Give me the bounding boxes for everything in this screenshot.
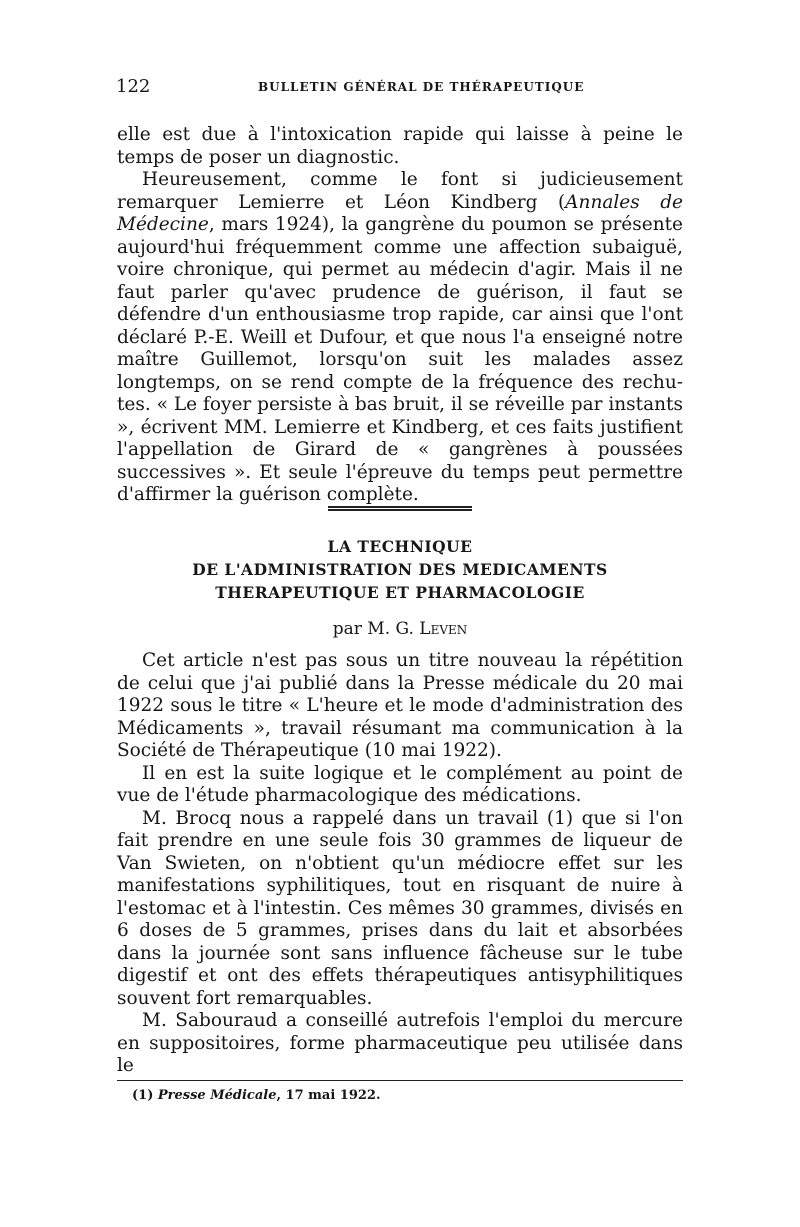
journal-citation: Annales de Médecine	[117, 191, 683, 235]
journal-title: BULLETIN GÉNÉRAL DE THÉRAPEUTIQUE	[258, 80, 585, 94]
page-number: 122	[116, 76, 151, 97]
paragraph: Cet article n'est pas sous un titre nouveau la répétition de celui que j'ai publié dans la Presse médicale du 20 mai 1922 sous le titre « L'heure et le mode d'administration des Médicaments », travail résumant ma communication à la Société de Thérapeutique (10 mai 1922).	[117, 650, 683, 761]
text-run: Heureusement, comme le font si judicieusement remarquer Lemierre et Léon Kindberg (	[117, 169, 683, 213]
footnote	[132, 1088, 381, 1103]
section-divider	[328, 506, 472, 511]
running-head	[0, 76, 800, 100]
byline	[117, 619, 683, 639]
paragraph: M. Sabouraud a conseillé autrefois l'emploi du mercure en suppositoires, forme pharmaceutique peu utilisée dans le	[117, 1010, 683, 1076]
paragraph: elle est due à l'intoxication rapide qui laisse à peine le temps de poser un diagnostic.	[117, 124, 683, 168]
paragraph: M. Brocq nous a rappelé dans un travail (1) que si l'on fait prendre en une seule fois 30 grammes de liqueur de Van Swieten, on n'obtient qu'un médiocre effet sur les manifestations syphilitiques, tout en risquant de nuire à l'estomac et à l'intestin. Ces mêmes 30 grammes, divisés en 6 doses de 5 grammes, prises dans du lait et absorbées dans la journée sont sans influence fâcheuse sur le tube digestif et ont des effets thérapeutiques antisyphilitiques souvent fort remarquables.	[117, 807, 683, 1009]
title-line: DE L'ADMINISTRATION DES MEDICAMENTS	[192, 560, 608, 579]
footnote-date: , 17 mai 1922.	[276, 1088, 381, 1103]
title-line: THERAPEUTIQUE ET PHARMACOLOGIE	[215, 583, 585, 602]
paragraph	[117, 169, 683, 507]
author-name: Leven	[419, 619, 468, 639]
article-body	[117, 650, 683, 1078]
byline-prefix: par M. G.	[332, 619, 414, 639]
text-run: , mars 1924), la gangrène du poumon se présente aujourd'hui fréquemment comme une affection subaiguë, voire chronique, qui permet au médecin d'agir. Mais il ne faut parler qu'avec prudence de guérison, il faut se défendre d'un enthousiasme trop rapide, car ainsi que l'ont déclaré P.-E. Weill et Dufour, et que nous l'a enseigné notre maître Guillemot, lorsqu'on suit les malades assez longtemps, on se rend compte de la fréquence des rechutes. « Le foyer persiste à bas bruit, il se réveille par instants », écrivent MM. Lemierre et Kindberg, et ces faits justifient l'appellation de Girard de « gangrènes à poussées successives ». Et seule l'épreuve du temps peut permettre d'affirmer la guérison complète.	[117, 214, 683, 505]
footnote-rule	[117, 1080, 683, 1081]
article-title	[117, 535, 683, 604]
footnote-source: Presse Médicale	[157, 1088, 277, 1103]
paragraph: Il en est la suite logique et le complément au point de vue de l'étude pharmacologique des médications.	[117, 762, 683, 806]
footnote-marker: (1)	[132, 1088, 154, 1103]
continued-text	[117, 124, 683, 507]
title-line: LA TECHNIQUE	[327, 537, 473, 556]
